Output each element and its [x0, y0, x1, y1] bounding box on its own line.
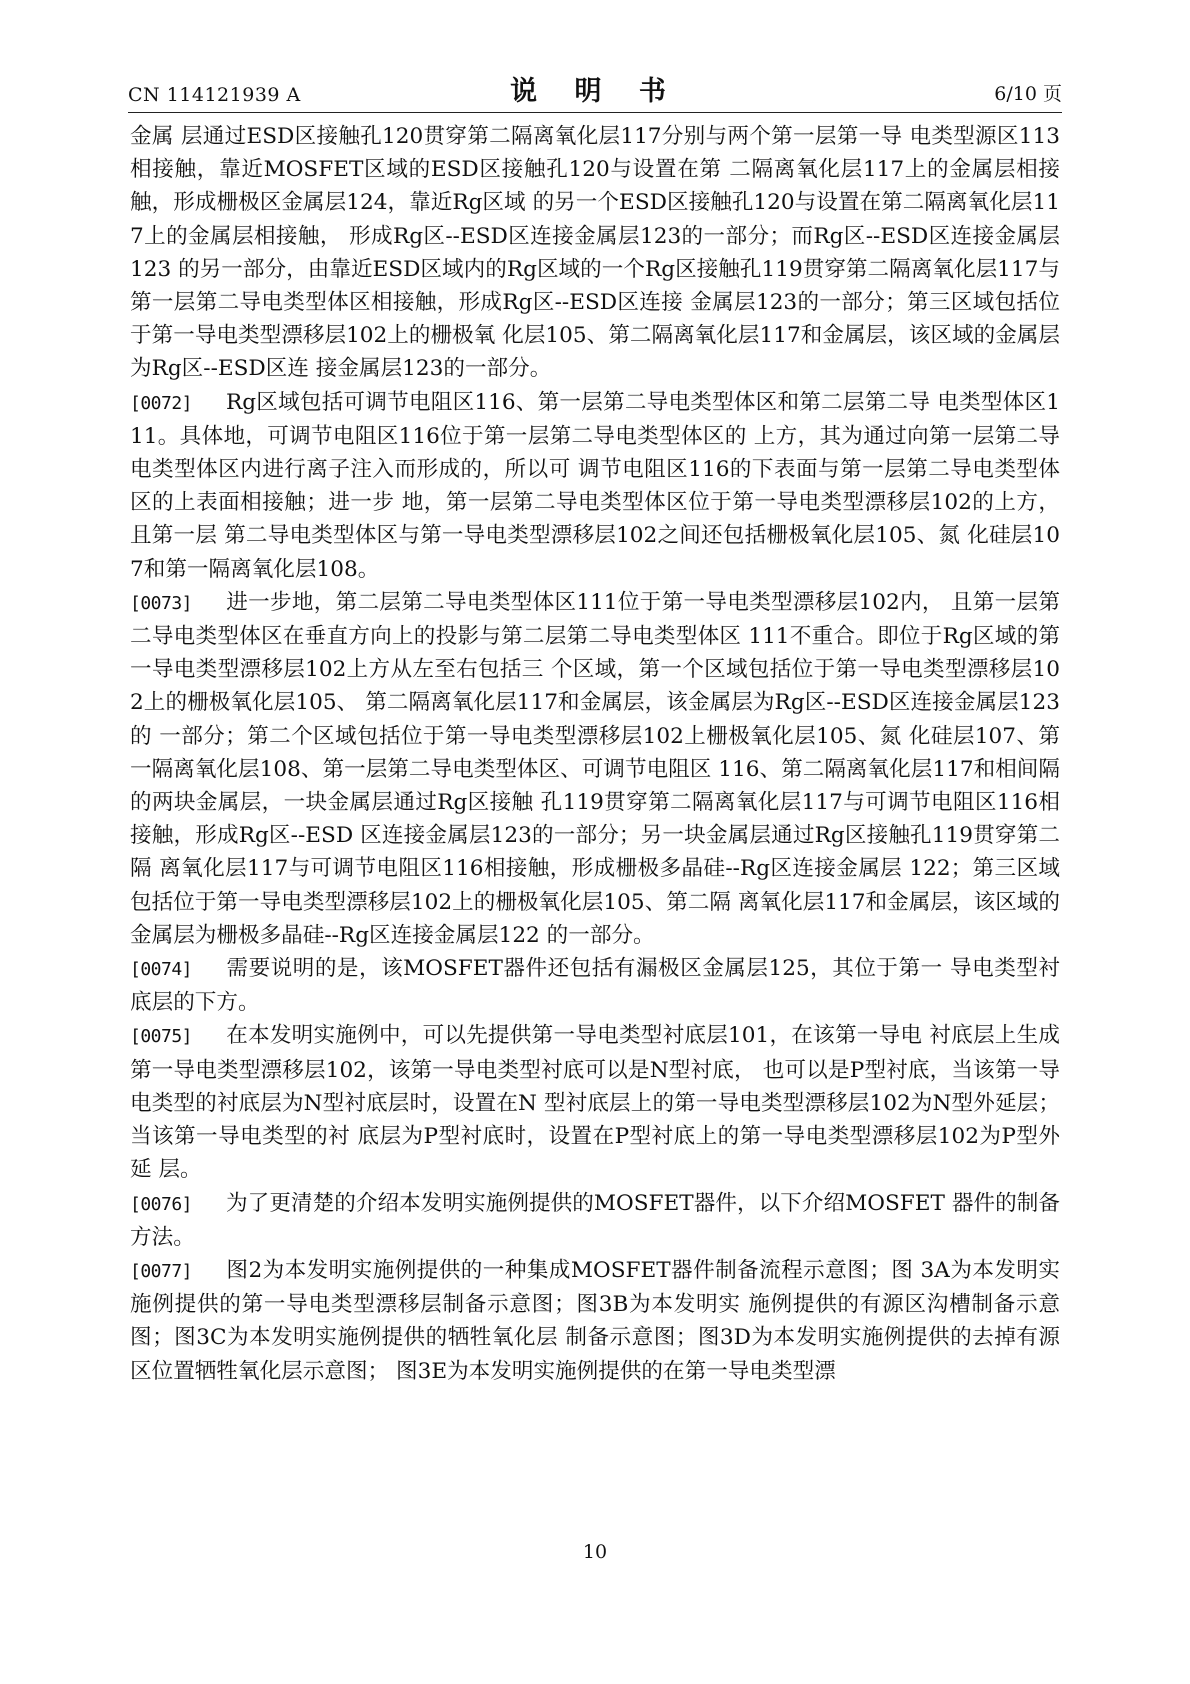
page-number: 10 — [582, 1541, 608, 1563]
paragraph-text: 需要说明的是，该MOSFET器件还包括有漏极区金属层125，其位于第一 导电类型衬底层的下方。 — [130, 956, 1060, 1016]
paragraph-continuation — [130, 120, 1060, 386]
paragraph-text: 进一步地，第二层第二导电类型体区111位于第一导电类型漂移层102内， 且第一层第二导电类型体区在垂直方向上的投影与第二层第二导电类型体区 111不重合。即位于Rg区域的第一导电类型漂移层102上方从左至右包括三 个区域，第一个区域包括位于第一导电类型漂移层102上的栅极氧化层105、 第二隔离氧化层117和金属层，该金属层为Rg区--ESD区连接金属层123的 一部分；第二个区域包括位于第一导电类型漂移层102上栅极氧化层105、氮 化硅层107、第一隔离氧化层108、第一层第二导电类型体区、可调节电阻区 116、第二隔离氧化层117和相间隔的两块金属层，一块金属层通过Rg区接触 孔119贯穿第二隔离氧化层117与可调节电阻区116相接触，形成Rg区--ESD 区连接金属层123的一部分；另一块金属层通过Rg区接触孔119贯穿第二隔 离氧化层117与可调节电阻区116相接触，形成栅极多晶硅--Rg区连接金属层 122；第三区域包括位于第一导电类型漂移层102上的栅极氧化层105、第二隔 离氧化层117和金属层，该区域的金属层为栅极多晶硅--Rg区连接金属层122 的一部分。 — [130, 589, 1060, 948]
paragraph-text: 为了更清楚的介绍本发明实施例提供的MOSFET器件，以下介绍MOSFET 器件的制备方法。 — [130, 1190, 1060, 1250]
page-header — [128, 70, 1062, 113]
paragraph-text: 图2为本发明实施例提供的一种集成MOSFET器件制备流程示意图；图 3A为本发明实施例提供的第一导电类型漂移层制备示意图；图3B为本发明实 施例提供的有源区沟槽制备示意图；图3C为本发明实施例提供的牺牲氧化层 制备示意图；图3D为本发明实施例提供的去掉有源区位置牺牲氧化层示意图； 图3E为本发明实施例提供的在第一导电类型漂 — [130, 1257, 1060, 1384]
paragraph-0074 — [130, 952, 1060, 1019]
page-title: 说 明 书 — [510, 76, 680, 107]
paragraph-0072 — [130, 386, 1060, 586]
paragraph-text: 金属 层通过ESD区接触孔120贯穿第二隔离氧化层117分别与两个第一层第一导 电类型源区113相接触，靠近MOSFET区域的ESD区接触孔120与设置在第 二隔离氧化层117上的金属层相接触，形成栅极区金属层124，靠近Rg区域 的另一个ESD区接触孔120与设置在第二隔离氧化层117上的金属层相接触， 形成Rg区--ESD区连接金属层123的一部分；而Rg区--ESD区连接金属层123 的另一部分，由靠近ESD区域内的Rg区域的一个Rg区接触孔119贯穿第二隔离氧化层117与第一层第二导电类型体区相接触，形成Rg区--ESD区连接 金属层123的一部分；第三区域包括位于第一导电类型漂移层102上的栅极氧 化层105、第二隔离氧化层117和金属层，该区域的金属层为Rg区--ESD区连 接金属层123的一部分。 — [130, 124, 1060, 382]
paragraph-number: [0076] — [130, 1193, 193, 1215]
paragraph-number: [0073] — [130, 592, 193, 614]
document-number: CN 114121939 A — [128, 84, 301, 106]
document-body — [130, 120, 1060, 1388]
paragraph-0077 — [130, 1254, 1060, 1388]
paragraph-number: [0072] — [130, 392, 193, 414]
paragraph-number: [0074] — [130, 959, 193, 981]
paragraph-0075 — [130, 1019, 1060, 1186]
paragraph-text: 在本发明实施例中，可以先提供第一导电类型衬底层101，在该第一导电 衬底层上生成第一导电类型漂移层102，该第一导电类型衬底可以是N型衬底， 也可以是P型衬底，当该第一导电类型的衬底层为N型衬底层时，设置在N 型衬底层上的第一导电类型漂移层102为N型外延层；当该第一导电类型的衬 底层为P型衬底时，设置在P型衬底上的第一导电类型漂移层102为P型外延 层。 — [130, 1023, 1060, 1183]
paragraph-number: [0077] — [130, 1260, 193, 1282]
page-indicator: 6/10 页 — [994, 83, 1062, 105]
paragraph-0073 — [130, 586, 1060, 952]
paragraph-number: [0075] — [130, 1026, 193, 1048]
paragraph-0076 — [130, 1187, 1060, 1254]
paragraph-text: Rg区域包括可调节电阻区116、第一层第二导电类型体区和第二层第二导 电类型体区111。具体地，可调节电阻区116位于第一层第二导电类型体区的 上方，其为通过向第一层第二导电类型体区内进行离子注入而形成的，所以可 调节电阻区116的下表面与第一层第二导电类型体区的上表面相接触；进一步 地，第一层第二导电类型体区位于第一导电类型漂移层102的上方，且第一层 第二导电类型体区与第一导电类型漂移层102之间还包括栅极氧化层105、氮 化硅层107和第一隔离氧化层108。 — [130, 389, 1060, 582]
